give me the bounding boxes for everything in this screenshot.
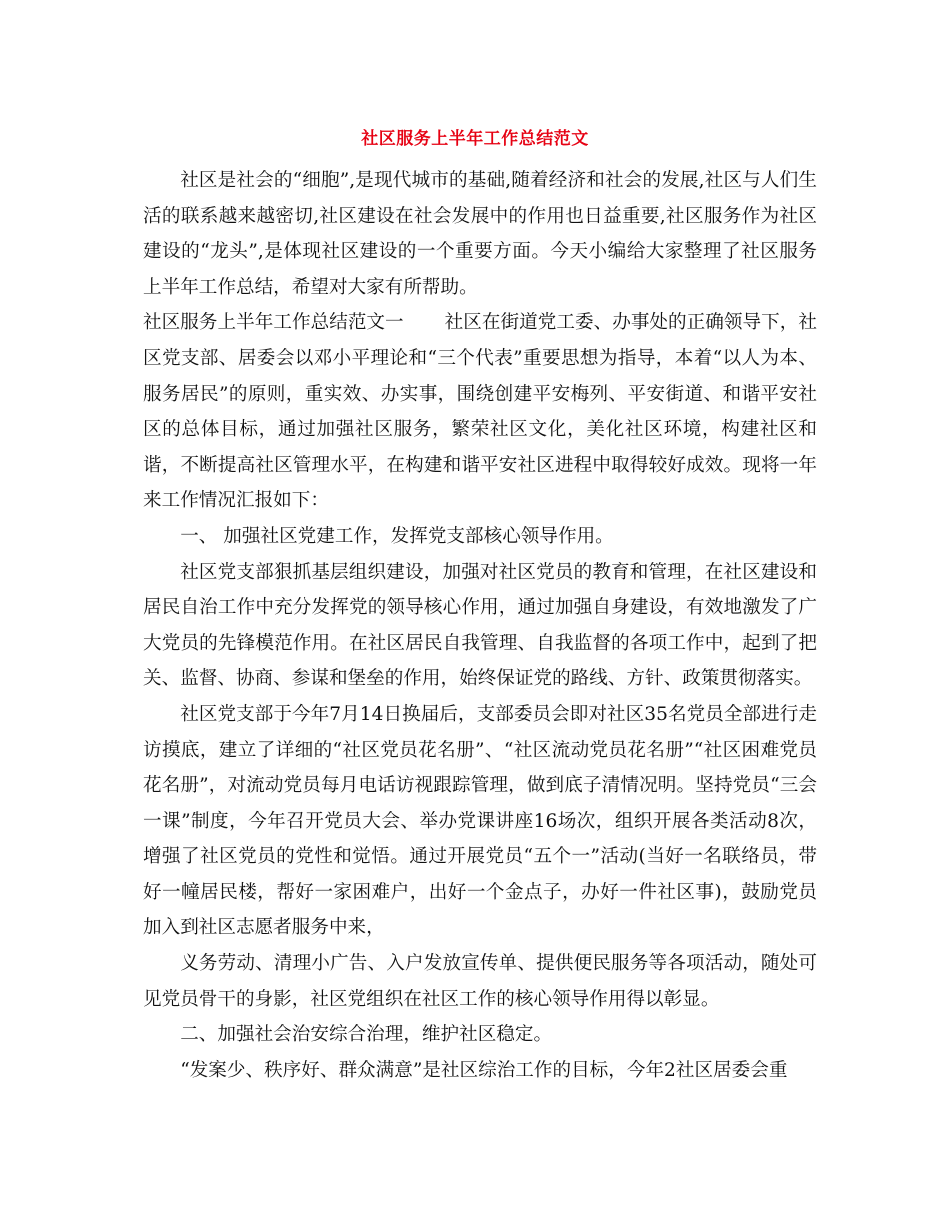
- section1-paragraph-2: 社区党支部于今年7月14日换届后，支部委员会即对社区35名党员全部进行走访摸底，建立了详细的“社区党员花名册”、“社区流动党员花名册”“社区困难党员花名册”，对流动党员每月电话访视跟踪管理，做到底子清情况明。坚持党员“三会一课”制度，今年召开党员大会、举办党课讲座16场次，组织开展各类活动8次，增强了社区党员的党性和觉悟。通过开展党员“五个一”活动(当好一名联络员，带好一幢居民楼，帮好一家困难户，出好一个金点子，办好一件社区事)，鼓励党员加入到社区志愿者服务中来，: [143, 703, 817, 939]
- sample-paragraph: [143, 305, 817, 519]
- intro-paragraph: 社区是社会的“细胞”,是现代城市的基础,随着经济和社会的发展,社区与人们生活的联系越来越密切,社区建设在社会发展中的作用也日益重要,社区服务作为社区建设的“龙头”,是体现社区建设的一个重要方面。今天小编给大家整理了社区服务上半年工作总结，希望对大家有所帮助。: [143, 170, 817, 298]
- section2-heading: 二、加强社会治安综合治理，维护社区稳定。: [180, 1024, 553, 1046]
- section1-heading: 一、 加强社区党建工作，发挥党支部核心领导作用。: [180, 525, 614, 547]
- document-title: 社区服务上半年工作总结范文: [361, 129, 589, 149]
- document-body: [143, 163, 817, 1088]
- section1-paragraph-3: 义务劳动、清理小广告、入户发放宣传单、提供便民服务等各项活动，随处可见党员骨干的身影，社区党组织在社区工作的核心领导作用得以彰显。: [143, 953, 817, 1010]
- section1-paragraph-1: 社区党支部狠抓基层组织建设，加强对社区党员的教育和管理，在社区建设和居民自治工作中充分发挥党的领导核心作用，通过加强自身建设，有效地激发了广大党员的先锋模范作用。在社区居民自我管理、自我监督的各项工作中，起到了把关、监督、协商、参谋和堡垒的作用，始终保证党的路线、方针、政策贯彻落实。: [143, 561, 817, 690]
- section2-paragraph-1: “发案少、秩序好、群众满意”是社区综治工作的目标，今年2社区居委会重: [180, 1059, 788, 1081]
- sample-heading: 社区服务上半年工作总结范文一: [143, 312, 404, 334]
- sample-intro-text: 社区在街道党工委、办事处的正确领导下，社区党支部、居委会以邓小平理论和“三个代表”重要思想为指导，本着“以人为本、服务居民”的原则，重实效、办实事，围绕创建平安梅列、平安街道、和谐平安社区的总体目标，通过加强社区服务，繁荣社区文化，美化社区环境，构建社区和谐，不断提高社区管理水平，在构建和谐平安社区进程中取得较好成效。现将一年来工作情况汇报如下：: [143, 312, 817, 512]
